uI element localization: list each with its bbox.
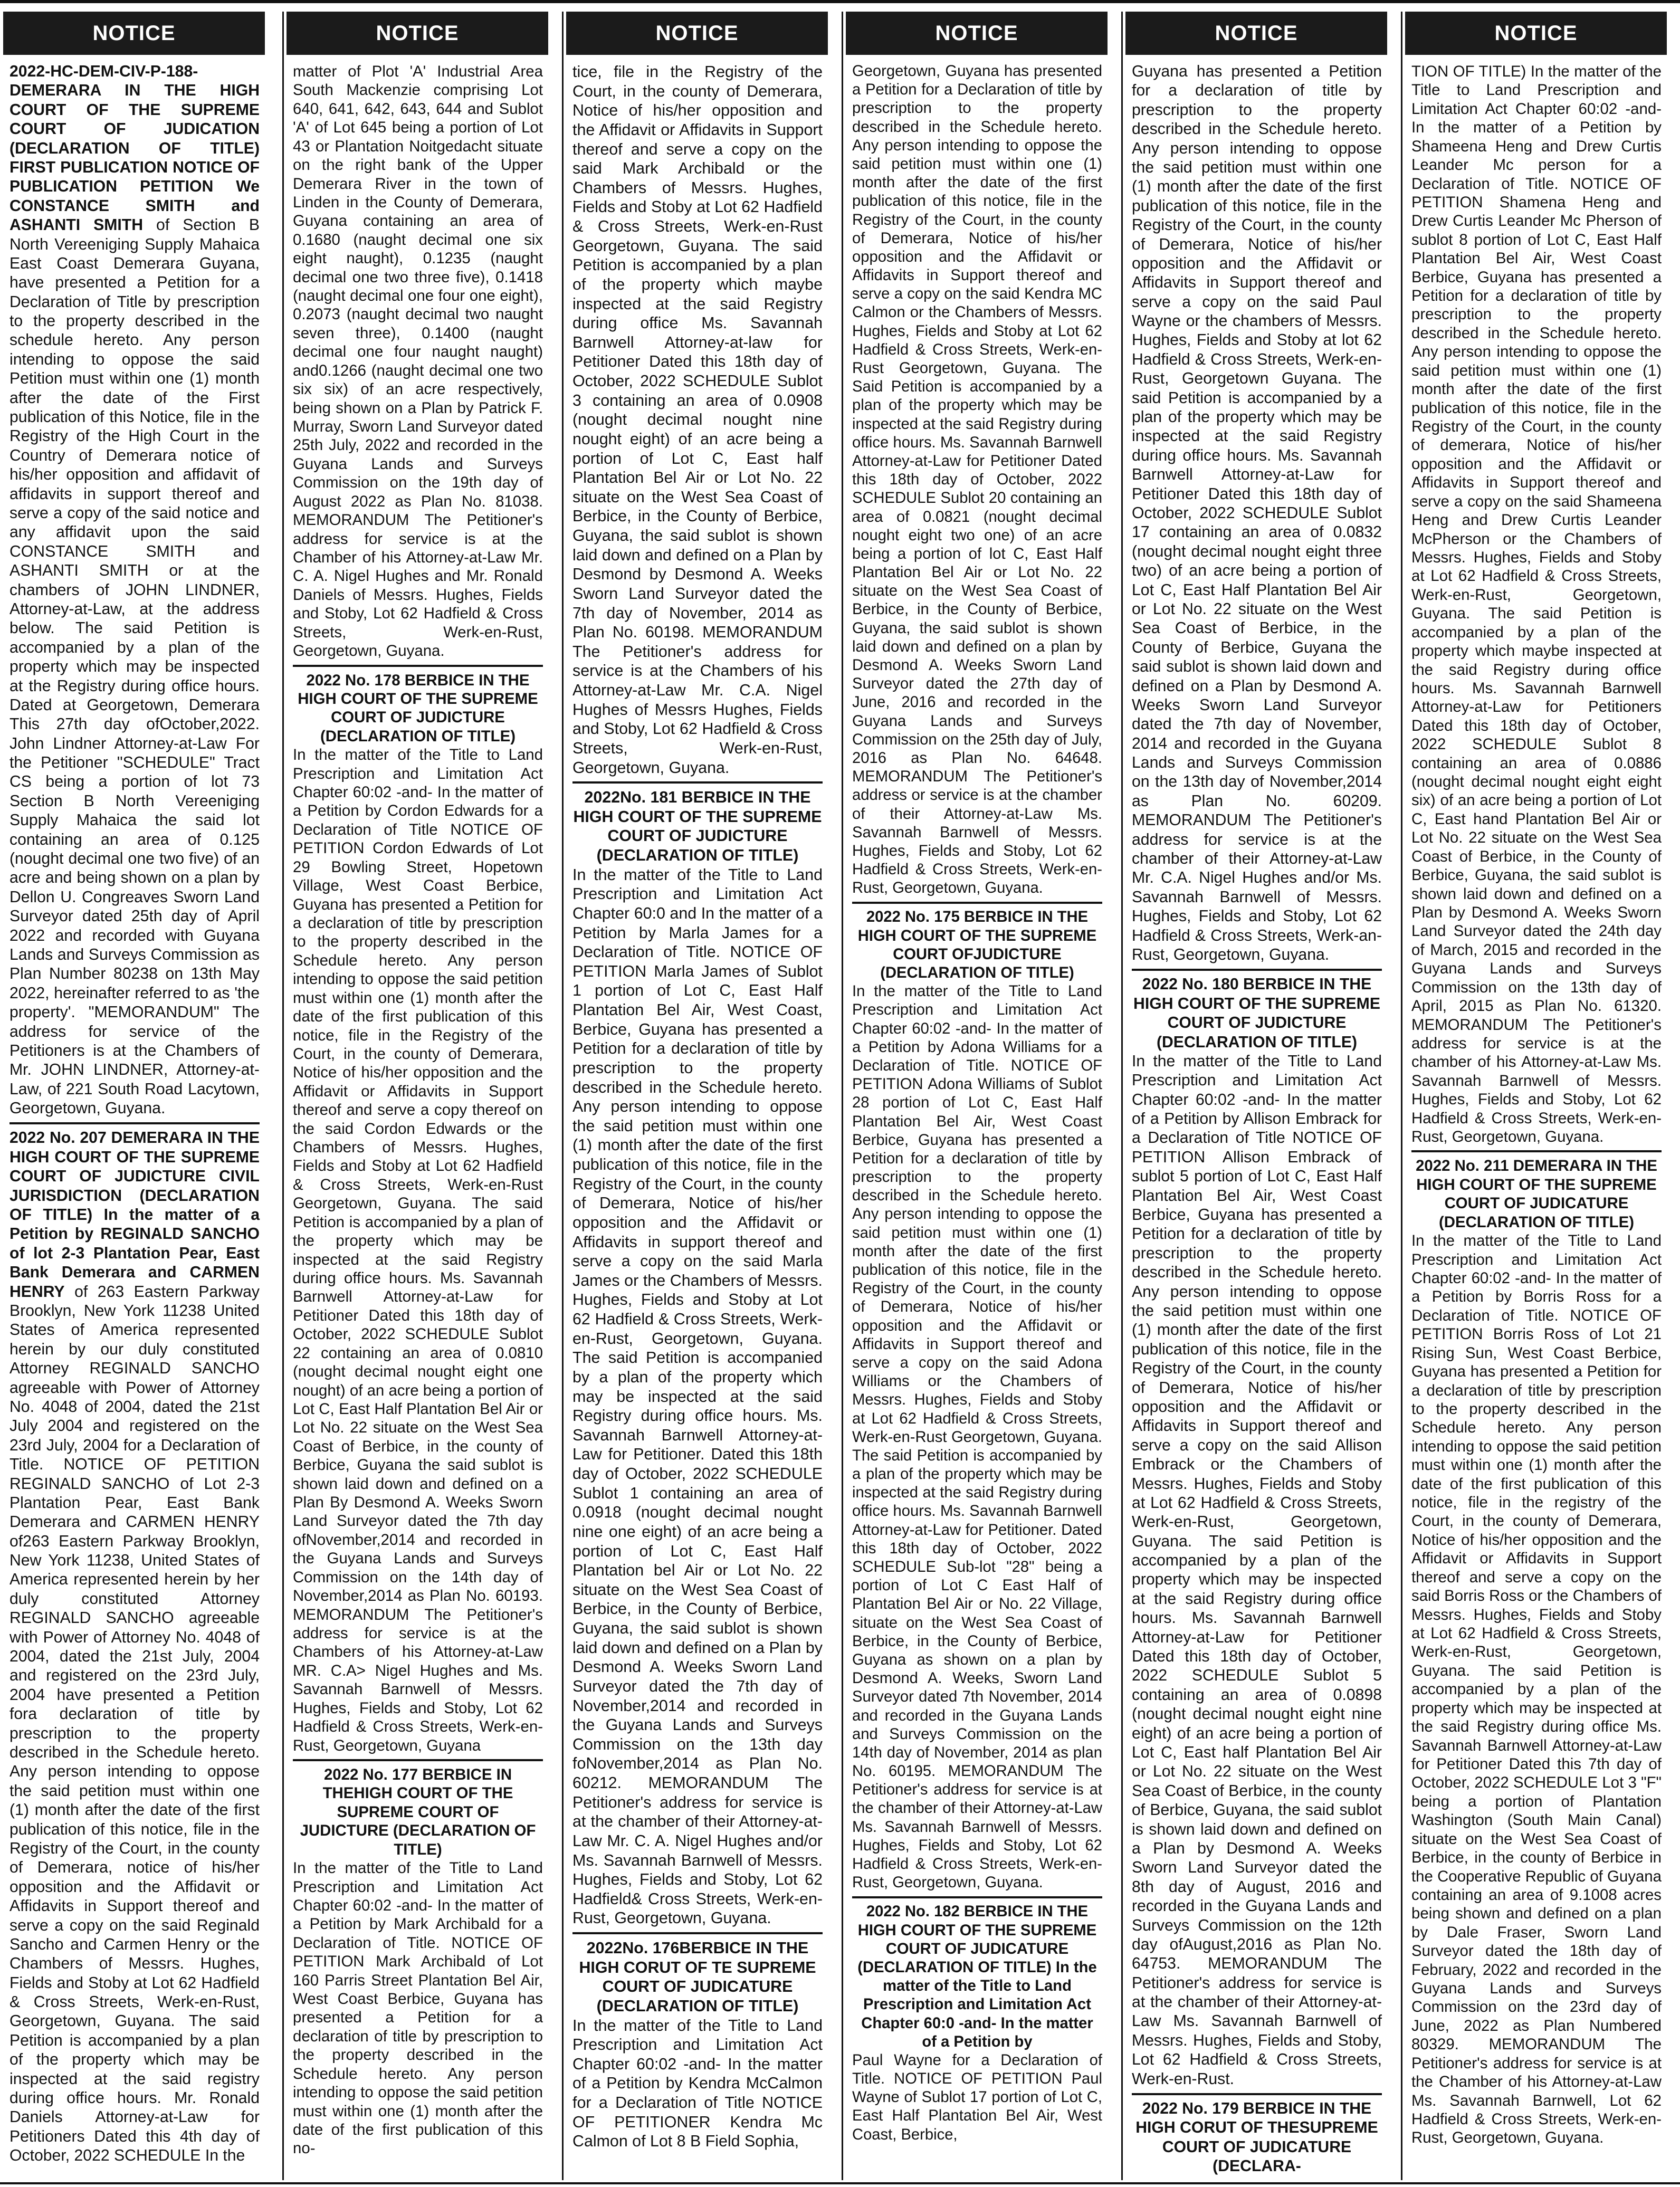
column-divider — [282, 12, 284, 2180]
entry-body: In the matter of the Title to Land Prescription and Limitation Act Chapter 60:02 -and- In the matter of a Petition by Mark Archibald for a Declaration of Title. NOTICE OF PETITION Mark Archibald of Lot 160 Parris Street Plantation Bel Air, West Coast Berbice, Guyana has presented a Petition for a declaration of title by prescription to the property described in the Schedule hereto. Any person intending to oppose the said petition must within one (1) month after the date of the first publication of this no- — [293, 1859, 543, 2157]
notice-entry — [1132, 2093, 1382, 2176]
entry-body: Paul Wayne for a Declaration of Title. NOTICE OF PETITION Paul Wayne of Sublot 17 portion of Lot C, East Half Plantation Bel Air, West Coast, Berbice, — [852, 2051, 1102, 2143]
notice-column-4 — [846, 12, 1108, 2180]
entry-title: 2022 No. 180 BERBICE IN THE HIGH COURT OF THE SUPREME COURT OF JUDICTURE (DECLARATION OF TITLE) — [1133, 976, 1380, 1051]
entry-title: 2022-HC-DEM-CIV-P-188-DEMERARA IN THE HIGH COURT OF THE SUPREME COURT OF JUDICATION (DECLARATION OF TITLE) FIRST PUBLICATION NOTICE OF PUBLICATION PETITION We CONSTANCE SMITH and ASHANTI SMITH — [9, 63, 260, 234]
notice-column-2 — [287, 12, 548, 2180]
notice-column-1 — [3, 12, 265, 2180]
notice-entry — [1411, 1150, 1662, 2147]
notice-entry — [1411, 62, 1662, 1146]
entry-body: In the matter of the Title to Land Prescription and Limitation Act Chapter 60:02 -and- In the matter of a Petition by Adona Williams for a Declaration of Title. NOTICE OF PETITION Adona Williams of Sublot 28 portion of Lot C, East Half Plantation Bel Air, West Coast Berbice, Guyana has presented a Petition for a declaration of title by prescription to the property described in the Schedule hereto. Any person intending to oppose the said petition must within one (1) month after the date of the first publication of this notice, file in the Registry of the Court, in the county of Demerara, Notice of his/her opposition and the Affidavit or Affidavits in Support thereof and serve a copy on the said Adona Williams or the Chambers of Messrs. Hughes, Fields and Stoby at Lot 62 Hadfield & Cross Streets, Werk-en-Rust Georgetown, Guyana. The said Petition is accompanied by a plan of the property which may be inspected at the said Registry during office hours. Ms. Savannah Barnwell Attorney-at-Law for Petitioner. Dated this 18th day of October, 2022 SCHEDULE Sub-lot "28" being a portion of Lot C East Half of Plantation Bel Air or No. 22 Village, situate on the West Sea Coast of Berbice, in the County of Berbice, Guyana as shown on a plan by Desmond A. Weeks, Sworn Land Surveyor dated 7th November, 2014 and recorded in the Guyana Lands and Surveys Commission on the 14th day of November, 2014 as plan No. 60195. MEMORANDUM The Petitioner's address for service is at the chamber of their Attorney-at-Law Ms. Savannah Barnwell of Messrs. Hughes, Fields and Stoby, Lot 62 Hadfield & Cross Streets, Werk-en-Rust, Georgetown, Guyana. — [852, 983, 1102, 1892]
notice-header: NOTICE — [3, 12, 265, 55]
entry-body: of Section B North Vereeniging Supply Mahaica East Coast Demerara Guyana, have presented a Petition for a Declaration of Title by prescription to the property described in the schedule hereto. Any person intending to oppose the said Petition must within one (1) month after the date of the First publication of this Notice, file in the Registry of the High Court in the Country of Demerara notice of his/her opposition and affidavit of affidavits in support thereof and serve a copy of the said notice and any affidavit upon the said CONSTANCE SMITH and ASHANTI SMITH or at the chambers of JOHN LINDNER, Attorney-at-Law, at the address below. The said Petition is accompanied by a plan of the property which may be inspected at the Registry during office hours. Dated at Georgetown, Demerara This 27th day ofOctober,2022. John Lindner Attorney-at-Law For the Petitioner "SCHEDULE" Tract CS being a portion of lot 73 Section B North Vereeniging Supply Mahaica the said lot containing an area of 0.125 (nought decimal one two five) of an acre and being shown on a plan by Dellon U. Congreaves Sworn Land Surveyor dated 25th day of April 2022 and recorded with Guyana Lands and Surveys Commission as Plan Number 80238 on 13th May 2022, hereinafter referred to as 'the property'. "MEMORANDUM" The address for service of the Petitioners is at the Chambers of Mr. JOHN LINDNER, Attorney-at-Law, of 221 South Road Lacytown, Georgetown, Guyana. — [9, 216, 260, 1118]
entry-title: 2022No. 181 BERBICE IN THE HIGH COURT OF THE SUPREME COURT OF JUDICTURE (DECLARATION OF TITLE) — [573, 788, 822, 864]
entry-body: TION OF TITLE) In the matter of the Title to Land Prescription and Limitation Act Chapter 60:02 -and- In the matter of a Petition by Shameena Heng and Drew Curtis Leander Mc person for a Declaration of Title. NOTICE OF PETITION Shamena Heng and Drew Curtis Leander Mc Pherson of sublot 8 portion of Lot C, East Half Plantation Bel Air, West Coast Berbice, Guyana has presented a Petition for a declaration of title by prescription to the property described in the Schedule hereto. Any person intending to oppose the said petition must within one (1) month after the date of the first publication of this notice, file in the Registry of the Court, in the county of demerara, Notice of his/her opposition and the Affidavit or Affidavits in Support thereof and serve a copy on the said Shameena Heng and Drew Curtis Leander McPherson or the Chambers of Messrs. Hughes, Fields and Stoby at Lot 62 Hadfield & Cross Streets, Werk-en-Rust, Georgetown, Guyana. The said Petition is accompanied by a plan of the property which maybe inspected at the said Registry during office hours. Ms. Savannah Barnwell Attorney-at-Law for Petitioners Dated this 18th day of October, 2022 SCHEDULE Sublot 8 containing an area of 0.0886 (nought decimal nought eight eight six) of an acre being a portion of Lot C, East hand Plantation Bel Air or Lot No. 22 situate on the West Sea Coast of Berbice, in the County of Berbice, Guyana, the said sublot is shown laid down and defined on a Plan by Desmond A. Weeks Sworn Land Surveyor dated the 24th day of March, 2015 and recorded in the Guyana Lands and Surveys Commission on the 13th day of April, 2015 as Plan No. 61320. MEMORANDUM The Petitioner's address for service is at the chamber of his Attorney-at-Law Ms. Savannah Barnwell of Messrs. Hughes, Fields and Stoby, Lot 62 Hadfield & Cross Streets, Werk-en-Rust, Georgetown, Guyana. — [1411, 63, 1662, 1146]
notice-entry — [572, 62, 823, 777]
notice-header: NOTICE — [846, 12, 1108, 55]
entry-title: 2022 No. 179 BERBICE IN THE HIGH CORUT OF THESUPREME COURT OF JUDICATURE (DECLARA- — [1135, 2100, 1378, 2175]
entry-body: In the matter of the Title to Land Prescription and Limitation Act Chapter 60:02 -and- In the matter of a Petition by Kendra McCalmon for a Declaration of Title NOTICE OF PETITIONER Kendra Mc Calmon of Lot 8 B Field Sophia, — [572, 2016, 823, 2151]
notice-entry — [293, 1759, 543, 2158]
bottom-rule — [0, 2182, 1680, 2184]
notice-entry — [1132, 62, 1382, 964]
entry-title: 2022No. 176BERBICE IN THE HIGH CORUT OF TE SUPREME COURT OF JUDICATURE (DECLARATION OF TITLE) — [579, 1939, 816, 2015]
column-body — [1405, 55, 1667, 2147]
entry-body: tice, file in the Registry of the Court, in the county of Demerara, Notice of his/her opposition and the Affidavit or Affidavits in Support thereof and serve a copy on the said Mark Archibald or the Chambers of Messrs. Hughes, Fields and Stoby at Lot 62 Hadfield & Cross Streets, Werk-en-Rust Georgetown, Guyana. The said Petition is accompanied by a plan of the property which maybe inspected at the said Registry during office Ms. Savannah Barnwell Attorney-at-law for Petitioner Dated this 18th day of October, 2022 SCHEDULE Sublot 3 containing an area of 0.0908 (nought decimal nought nine nought eight) of an acre being a portion of Lot C, East half Plantation Bel Air or Lot No. 22 situate on the West Sea Coast of Berbice, in the County of Berbice, Guyana, the said sublot is shown laid down and defined on a Plan by Desmond by Desmond A. Weeks Sworn Land Surveyor dated the 7th day of November, 2014 as Plan No. 60198. MEMORANDUM The Petitioner's address for service is at the Chambers of his Attorney-at-Law Mr. C.A. Nigel Hughes of Messrs Hughes, Fields and Stoby, Lot 62 Hadfield & Cross Streets, Werk-en-Rust, Georgetown, Guyana. — [572, 63, 823, 777]
notice-entry — [1132, 969, 1382, 2089]
column-body — [287, 55, 548, 2158]
notice-entry — [852, 1896, 1102, 2144]
notice-column-6 — [1405, 12, 1667, 2180]
entry-title: 2022 No. 211 DEMERARA IN THE HIGH COURT OF THE SUPREME COURT OF JUDICATURE (DECLARATION OF TITLE) — [1416, 1157, 1657, 1231]
notice-entry — [572, 781, 823, 1928]
column-body — [1125, 55, 1387, 2176]
notice-entry — [572, 1932, 823, 2151]
entry-body: Guyana has presented a Petition for a declaration of title by prescription to the property described in the Schedule hereto. Any person intending to oppose the said petition must within one (1) month after the date of the first publication of this notice, file in the Registry of the Court, in the county of Demerara, Notice of his/her opposition and the Affidavit or Affidavits in Support thereof and serve a copy on the said Paul Wayne or the chambers of Messrs. Hughes, Fields and Stoby at lot 62 Hadfield & Cross Streets, Werk-en-Rust, Georgetown Guyana. The said Petition is accompanied by a plan of the property which may be inspected at the said Registry during office hours. Ms. Savannah Barnwell Attorney-at-Law for Petitioner Dated this 18th day of October, 2022 SCHEDULE Sublot 17 containing an area of 0.0832 (nought decimal nought eight three two) of an acre being a portion of Lot C, East Half Plantation Bel Air or Lot No. 22 situate on the West Sea Coast of Berbice, in the County of Berbice, Guyana the said sublot is shown laid down and defined on a Plan by Desmond A. Weeks Sworn Land Surveyor dated the 7th day of November, 2014 and recorded in the Guyana Lands and Surveys Commission on the 13th day of November,2014 as Plan No. 60209. MEMORANDUM The Petitioner's address for service is at the chamber of their Attorney-at-Law Mr. C.A. Nigel Hughes and/or Ms. Savannah Barnwell of Messrs. Hughes, Fields and Stoby, Lot 62 Hadfield & Cross Streets, Werk-an-Rust, Georgetown, Guyana. — [1132, 63, 1382, 963]
column-body — [846, 55, 1108, 2144]
entry-body: of 263 Eastern Parkway Brooklyn, New York 11238 United States of America represented herein by our duly constituted Attorney REGINALD SANCHO agreeable with Power of Attorney No. 4048 of 2004, dated the 21st July 2004 and registered on the 23rd July, 2004 for a Declaration of Title. NOTICE OF PETITION REGINALD SANCHO of Lot 2-3 Plantation Pear, East Bank Demerara and CARMEN HENRY of263 Eastern Parkway Brooklyn, New York 11238, United States of America represented herein by her duly constituted Attorney REGINALD SANCHO agreeable with Power of Attorney No. 4048 of 2004, dated the 21st July, 2004 and registered on the 23rd July, 2004 have presented a Petition fora declaration of title by prescription to the property described in the Schedule hereto. Any person intending to oppose the said petition must within one (1) month after the date of the first publication of this notice, file in the Registry of the Court, in the county of Demerara, notice of his/her opposition and the Affidavit or Affidavits in Support thereof and serve a copy on the said Reginald Sancho and Carmen Henry or the Chambers of Messrs. Hughes, Fields and Stoby at Lot 62 Hadfield & Cross Streets, Werk-en-Rust, Georgetown, Guyana. The said Petition is accompanied by a plan of the property which may be inspected at the said registry during office hours. Mr. Ronald Daniels Attorney-at-Law for Petitioners Dated this 4th day of October, 2022 SCHEDULE In the — [9, 1283, 260, 2165]
entry-body: In the matter of the Title to Land Prescription and Limitation Act Chapter 60:02 -and- In the matter of a Petition by Allison Embrack for a Declaration of Title NOTICE OF PETITION Allison Embrack of sublot 5 portion of Lot C, East Half Plantation Bel Air, West Coast Berbice, Guyana has presented a Petition for a declaration of title by prescription to the property described in the Schedule hereto. Any person intending to oppose the said petition must within one (1) month after the date of the first publication of this notice, file in the Registry of the Court, in the county of Demerara, Notice of his/her opposition and the Affidavit or Affidavits in Support thereof and serve a copy on the said Allison Embrack or the Chambers of Messrs. Hughes, Fields and Stoby at Lot 62 Hadfield & Cross Streets, Werk-en-Rust, Georgetown, Guyana. The said Petition is accompanied by a plan of the property which may be inspected at the said Registry during office hours. Ms. Savannah Barnwell Attorney-at-Law for Petitioner Dated this 18th day of October, 2022 SCHEDULE Sublot 5 containing an area of 0.0898 (nought decimal nought eight nine eight) of an acre being a portion of Lot C, East half Plantation Bel Air or Lot No. 22 situate on the West Sea Coast of Berbice, in the county of Berbice, Guyana, the said sublot is shown laid down and defined on a Plan by Desmond A. Weeks Sworn Land Surveyor dated the 8th day of August, 2016 and recorded in the Guyana Lands and Surveys Commission on the 12th day ofAugust,2016 as Plan No. 64753. MEMORANDUM The Petitioner's address for service is at the chamber of their Attorney-at-Law Ms. Savannah Barnwell of Messrs. Hughes, Fields and Stoby, Lot 62 Hadfield & Cross Streets, Werk-en-Rust. — [1132, 1052, 1382, 2088]
column-divider — [562, 12, 564, 2180]
entry-body: Georgetown, Guyana has presented a Petition for a Declaration of title by prescription to the property described in the Schedule hereto. Any person intending to oppose the said petition must within one (1) month after the date of the first publication of this notice, file in the Registry of the Court, in the county of Demerara, Notice of his/her opposition and the Affidavit or Affidavits in Support thereof and serve a copy on the said Kendra MC Calmon or the Chambers of Messrs. Hughes, Fields and Stoby at Lot 62 Hadfield & Cross Streets, Werk-en-Rust Georgetown, Guyana. The Said Petition is accompanied by a plan of the property which may be inspected at the said Registry during office hours. Ms. Savannah Barnwell Attorney-at-Law for Petitioner Dated this 18th day of October, 2022 SCHEDULE Sublot 20 containing an area of 0.0821 (nought decimal nought eight two one) of an acre being a portion of lot C, East Half Plantation Bel Air or Lot No. 22 situate on the West Sea Coast of Berbice, in the County of Berbice, Guyana, the said sublot is shown laid down and defined on a plan by Desmond A. Weeks Sworn Land Surveyor dated the 27th day of June, 2016 and recorded in the Guyana Lands and Surveys Commission on the 25th day of July, 2016 as Plan No. 64648. MEMORANDUM The Petitioner's address or service is at the chamber of their Attorney-at-Law Ms. Savannah Barnwell of Messrs. Hughes, Fields and Stoby, Lot 62 Hadfield & Cross Streets, Werk-en-Rust, Georgetown, Guyana. — [852, 63, 1102, 897]
entry-body: In the matter of the Title to Land Prescription and Limitation Act Chapter 60:02 -and- In the matter of a Petition by Borris Ross for a Declaration of Title. NOTICE OF PETITION Borris Ross of Lot 21 Rising Sun, West Coast Berbice, Guyana has presented a Petition for a declaration of title by prescription to the property described in the Schedule hereto. Any person intending to oppose the said petition must within one (1) month after the date of the first publication of this notice, file in the registry of the Court, in the county of Demerara, Notice of his/her opposition and the Affidavit or Affidavits in Support thereof and serve a copy on the said Borris Ross or the Chambers of Messrs. Hughes, Fields and Stoby at Lot 62 Hadfield & Cross Streets, Werk-en-Rust, Georgetown, Guyana. The said Petition is accompanied by a plan of the property which may be inspected at the said Registry during office Ms. Savannah Barnwell Attorney-at-Law for Petitioner Dated this 7th day of October, 2022 SCHEDULE Lot 3 "F" being a portion of Plantation Washington (South Main Canal) situate on the West Sea Coast of Berbice, in the county of Berbice in the Cooperative Republic of Guyana containing an area of 9.1008 acres being shown and defined on a plan by Dale Fraser, Sworn Land Surveyor dated the 18th day of February, 2022 and recorded in the Guyana Lands and Surveys Commission on the 23rd day of June, 2022 as Plan Numbered 80329. MEMORANDUM The Petitioner's address for service is at the Chamber of his Attorney-at-Law Ms. Savannah Barnwell, Lot 62 Hadfield & Cross Streets, Werk-en-Rust, Georgetown, Guyana. — [1411, 1232, 1662, 2147]
notice-column-3 — [566, 12, 828, 2180]
entry-title: 2022 No. 182 BERBICE IN THE HIGH COURT OF THE SUPREME COURT OF JUDICATURE (DECLARATION OF TITLE) In the matter of the Title to Land Prescription and Limitation Act Chapter 60:0 -and- In the matter of a Petition by — [857, 1903, 1097, 2050]
column-divider — [842, 12, 843, 2180]
notice-entry — [852, 62, 1102, 897]
notice-column-5 — [1125, 12, 1387, 2180]
notice-entry — [852, 902, 1102, 1892]
notice-header: NOTICE — [566, 12, 828, 55]
top-rule — [0, 0, 1680, 3]
entry-body: matter of Plot 'A' Industrial Area South Mackenzie comprising Lot 640, 641, 642, 643, 644 and Sublot 'A' of Lot 645 being a portion of Lot 43 or Plantation Noitgedacht situate on the right bank of the Upper Demerara River in the town of Linden in the County of Demerara, Guyana containing an area of 0.1680 (naught decimal one six eight naught), 0.1235 (naught decimal one two three five), 0.1418 (naught decimal one four one eight), 0.2073 (naught decimal two naught seven three), 0.1400 (naught decimal one four naught naught) and0.1266 (naught decimal one two six six) of an acre respectively, being shown on a Plan by Patrick F. Murray, Sworn Land Surveyor dated 25th July, 2022 and recorded in the Guyana Lands and Surveys Commission on the 19th day of August 2022 as Plan No. 81038. MEMORANDUM The Petitioner's address for service is at the Chamber of his Attorney-at-Law Mr. C. A. Nigel Hughes and Mr. Ronald Daniels of Messrs. Hughes, Fields and Stoby, Lot 62 Hadfield & Cross Streets, Werk-en-Rust, Georgetown, Guyana. — [293, 63, 543, 660]
entry-body: In the matter of the Title to Land Prescription and Limitation Act Chapter 60:0 and In the matter of a Petition by Marla James for a Declaration of Title. NOTICE OF PETITION Marla James of Sublot 1 portion of Lot C, East Half Plantation Bel Air, West Coast, Berbice, Guyana has presented a Petition for a declaration of title by prescription to the property described in the Schedule hereto. Any person intending to oppose the said petition must within one (1) month after the date of the first publication of this notice, file in the Registry of the Court, in the county of Demerara, Notice of his/her opposition and the Affidavit or Affidavits in support thereof and serve a copy on the said Marla James or the Chambers of Messrs. Hughes, Fields and Stoby at Lot 62 Hadfield & Cross Streets, Werk-en-Rust, Georgetown, Guyana. The said Petition is accompanied by a plan of the property which may be inspected at the said Registry during office hours. Ms. Savannah Barnwell Attorney-at-Law for Petitioner. Dated this 18th day of October, 2022 SCHEDULE Sublot 1 containing an area of 0.0918 (nought decimal nought nine one eight) of an acre being a portion of Lot C, East Half Plantation bel Air or Lot No. 22 situate on the West Sea Coast of Berbice, in the County of Berbice, Guyana, the said sublot is shown laid down and defined on a Plan by Desmond A. Weeks Sworn Land Surveyor dated the 7th day of November,2014 and recorded in the Guyana Lands and Surveys Commission on the 13th day foNovember,2014 as Plan No. 60212. MEMORANDUM The Petitioner's address for service is at the chamber of their Attorney-at-Law Mr. C. A. Nigel Hughes and/or Ms. Savannah Barnwell of Messrs. Hughes, Fields and Stoby, Lot 62 Hadfield& Cross Streets, Werk-en-Rust, Georgetown, Guyana. — [572, 865, 823, 1927]
notice-header: NOTICE — [1405, 12, 1667, 55]
entry-title: 2022 No. 175 BERBICE IN THE HIGH COURT OF THE SUPREME COURT OFJUDICTURE (DECLARATION OF TITLE) — [857, 909, 1097, 981]
notice-entry — [9, 1122, 260, 2165]
entry-title: 2022 No. 207 DEMERARA IN THE HIGH COURT OF THE SUPREME COURT OF JUDICTURE CIVIL JURISDICTION (DECLARATION OF TITLE) In the matter of a Petition by REGINALD SANCHO of lot 2-3 Plantation Pear, East Bank Demerara and CARMEN HENRY — [9, 1129, 260, 1301]
entry-title: 2022 No. 177 BERBICE IN THEHIGH COURT OF THE SUPREME COURT OF JUDICTURE (DECLARATION OF TITLE) — [300, 1765, 536, 1858]
notice-header: NOTICE — [287, 12, 548, 55]
notice-header: NOTICE — [1125, 12, 1387, 55]
column-body — [566, 55, 828, 2151]
column-body — [3, 55, 265, 2166]
entry-title: 2022 No. 178 BERBICE IN THE HIGH COURT OF THE SUPREME COURT OF JUDICTURE (DECLARATION OF TITLE) — [298, 671, 538, 745]
column-divider — [1121, 12, 1123, 2180]
entry-body: In the matter of the Title to Land Prescription and Limitation Act Chapter 60:02 -and- In the matter of a Petition by Cordon Edwards for a Declaration of Title NOTICE OF PETITION Cordon Edwards of Lot 29 Bowling Street, Hopetown Village, West Coast Berbice, Guyana has presented a Petition for a declaration of title by prescription to the property described in the Schedule hereto. Any person intending to oppose the said petition must within one (1) month after the date of the first publication of this notice, file in the Registry of the Court, in the county of Demerara, Notice of his/her opposition and the Affidavit or Affidavits in Support thereof and serve a copy thereof on the said Cordon Edwards or the Chambers of Messrs. Hughes, Fields and Stoby at Lot 62 Hadfield & Cross Streets, Werk-en-Rust Georgetown, Guyana. The said Petition is accompanied by a plan of the property which may be inspected at the said Registry during office hours. Ms. Savannah Barnwell Attorney-at-Law for Petitioner Dated this 18th day of October, 2022 SCHEDULE Sublot 22 containing an area of 0.0810 (nought decimal nought eight one nought) of an acre being a portion of Lot C, East Half Plantation Bel Air or Lot No. 22 situate on the West Sea Coast of Berbice, in the county of Berbice, Guyana the said sublot is shown laid down and defined on a Plan By Desmond A. Weeks Sworn Land Surveyor dated the 7th day ofNovember,2014 and recorded in the Guyana Lands and Surveys Commission on the 14th day of November,2014 as Plan No. 60193. MEMORANDUM The Petitioner's address for service is at the Chambers of his Attorney-at-Law MR. C.A> Nigel Hughes and Ms. Savannah Barnwell of Messrs. Hughes, Fields and Stoby, Lot 62 Hadfield & Cross Streets, Werk-en-Rust, Georgetown, Guyana — [293, 746, 543, 1754]
notice-entry — [9, 62, 260, 1118]
column-divider — [1401, 12, 1402, 2180]
notice-entry — [293, 665, 543, 1755]
notice-entry — [293, 62, 543, 661]
